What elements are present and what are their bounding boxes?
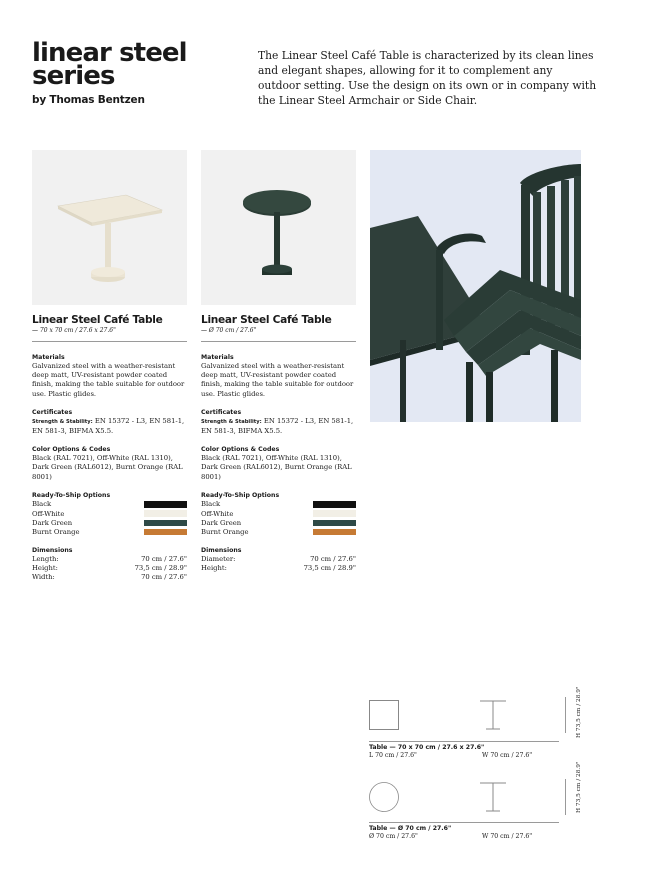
- dimension-label: Diameter:: [201, 554, 236, 563]
- round-width-label: W 70 cm / 27.6": [482, 833, 533, 840]
- round-table-image: [201, 150, 356, 305]
- dimension-label: Height:: [32, 563, 58, 572]
- swatch-off-white: [313, 510, 356, 517]
- series-title: [32, 38, 232, 91]
- ready-option-off-white: [32, 509, 187, 518]
- certificates-text: [201, 417, 356, 436]
- square-width-label: W 70 cm / 27.6": [482, 752, 533, 759]
- ready-option-dark-green: [32, 518, 187, 527]
- swatch-dark-green: [144, 520, 187, 527]
- designer-credit: by Thomas Bentzen: [32, 94, 145, 106]
- option-label: Off-White: [201, 509, 234, 518]
- materials-heading: Materials: [201, 354, 234, 361]
- square-caption: [369, 744, 484, 751]
- swatch-dark-green: [313, 520, 356, 527]
- color-options-heading: Color Options & Codes: [201, 446, 280, 454]
- square-side-view-diagram: [478, 698, 508, 732]
- swatch-burnt-orange: [144, 529, 187, 536]
- materials-heading: Materials: [32, 354, 65, 361]
- dimensions-heading: Dimensions: [32, 546, 73, 554]
- square-table-illustration: [32, 150, 187, 305]
- chair-and-table-photo: [370, 150, 581, 422]
- dimension-row: [201, 564, 356, 573]
- materials-text: Galvanized steel with a weather-resistant deep matt, UV-resistant powder coated finish, making the table suitable for outdoor use. Plastic glides.: [201, 362, 354, 398]
- intro-paragraph: The Linear Steel Café Table is characterized by its clean lines and elegant shapes, allowing for it to complement any outdoor setting. Use the design on its own or in company with the Linear Steel Armchair or Side Chair.: [258, 49, 597, 107]
- dimension-row: [32, 564, 187, 573]
- cert-prefix: Strength & Stability:: [201, 418, 262, 425]
- lifestyle-photo: [370, 150, 581, 422]
- swatch-off-white: [144, 510, 187, 517]
- swatch-black: [144, 501, 187, 508]
- round-diameter-label: Ø 70 cm / 27.6": [369, 833, 418, 840]
- ready-to-ship-heading: Ready-To-Ship Options: [32, 491, 111, 499]
- ready-option-black: [32, 500, 187, 509]
- dimension-value: 70 cm / 27.6": [141, 554, 187, 563]
- ready-option-dark-green: [201, 518, 356, 527]
- round-height-label: H 73,5 cm / 28.9": [576, 761, 582, 813]
- option-label: Dark Green: [32, 518, 73, 527]
- ready-option-black: [201, 500, 356, 509]
- color-options-text: Black (RAL 7021), Off-White (RAL 1310), Dark Green (RAL6012), Burnt Orange (RAL 8001): [201, 454, 352, 481]
- height-guide-line: [565, 697, 566, 733]
- square-height-label: H 73,5 cm / 28.9": [576, 686, 582, 738]
- dimension-value: 70 cm / 27.6": [310, 554, 356, 563]
- round-top-view-diagram: [368, 781, 400, 813]
- option-label: Dark Green: [201, 518, 242, 527]
- dimensions-heading: Dimensions: [201, 546, 242, 554]
- diagram-divider: [369, 822, 559, 823]
- option-label: Black: [201, 500, 221, 509]
- divider: [32, 341, 187, 342]
- square-top-view-diagram: [369, 700, 399, 730]
- dimension-label: Width:: [32, 572, 55, 581]
- color-options-heading: Color Options & Codes: [32, 446, 111, 454]
- series-title-line2: series: [32, 61, 115, 91]
- diagram-divider: [369, 741, 559, 742]
- round-side-view-diagram: [478, 780, 508, 814]
- ready-option-burnt-orange: [201, 527, 356, 536]
- swatch-burnt-orange: [313, 529, 356, 536]
- cert-standards: EN 15372 - L3, EN 581-1, EN 581-3, BIFMA X5.5.: [201, 416, 354, 436]
- dimension-label: Length:: [32, 554, 59, 563]
- option-label: Off-White: [32, 509, 65, 518]
- dimension-value: 73,5 cm / 28.9": [134, 563, 187, 572]
- square-length-label: L 70 cm / 27.6": [369, 752, 417, 759]
- product-column-round: [201, 314, 356, 573]
- color-options-text: Black (RAL 7021), Off-White (RAL 1310), Dark Green (RAL6012), Burnt Orange (RAL 8001): [32, 454, 183, 481]
- certificates-heading: Certificates: [32, 408, 73, 416]
- ready-option-off-white: [201, 509, 356, 518]
- certificates-heading: Certificates: [201, 408, 242, 416]
- product-name: Linear Steel Café Table: [32, 314, 163, 326]
- product-column-square: [32, 314, 187, 582]
- dimension-row: [32, 573, 187, 582]
- round-table-illustration: [201, 150, 356, 305]
- swatch-black: [313, 501, 356, 508]
- round-caption-title: Table — Ø 70 cm / 27.6": [369, 825, 452, 832]
- square-table-image: [32, 150, 187, 305]
- cert-standards: EN 15372 - L3, EN 581-1, EN 581-3, BIFMA X5.5.: [32, 416, 185, 436]
- dimension-value: 70 cm / 27.6": [141, 572, 187, 581]
- height-guide-line: [565, 779, 566, 815]
- certificates-text: [32, 417, 187, 436]
- option-label: Burnt Orange: [201, 527, 249, 536]
- ready-option-burnt-orange: [32, 527, 187, 536]
- series-title-line1: linear steel: [32, 38, 187, 68]
- option-label: Black: [32, 500, 52, 509]
- divider: [201, 341, 356, 342]
- product-name: Linear Steel Café Table: [201, 314, 332, 326]
- dimension-value: 73,5 cm / 28.9": [303, 563, 356, 572]
- square-caption-title: Table — 70 x 70 cm / 27.6 x 27.6": [369, 744, 485, 751]
- dimension-row: [201, 555, 356, 564]
- ready-to-ship-heading: Ready-To-Ship Options: [201, 491, 280, 499]
- dimension-label: Height:: [201, 563, 227, 572]
- cert-prefix: Strength & Stability:: [32, 418, 93, 425]
- materials-text: Galvanized steel with a weather-resistant deep matt, UV-resistant powder coated finish, making the table suitable for outdoor use. Plastic glides.: [32, 362, 185, 398]
- option-label: Burnt Orange: [32, 527, 80, 536]
- product-size: — 70 x 70 cm / 27.6 x 27.6": [32, 327, 116, 334]
- dimension-row: [32, 555, 187, 564]
- product-size: — Ø 70 cm / 27.6": [201, 327, 257, 334]
- round-caption: [369, 825, 451, 832]
